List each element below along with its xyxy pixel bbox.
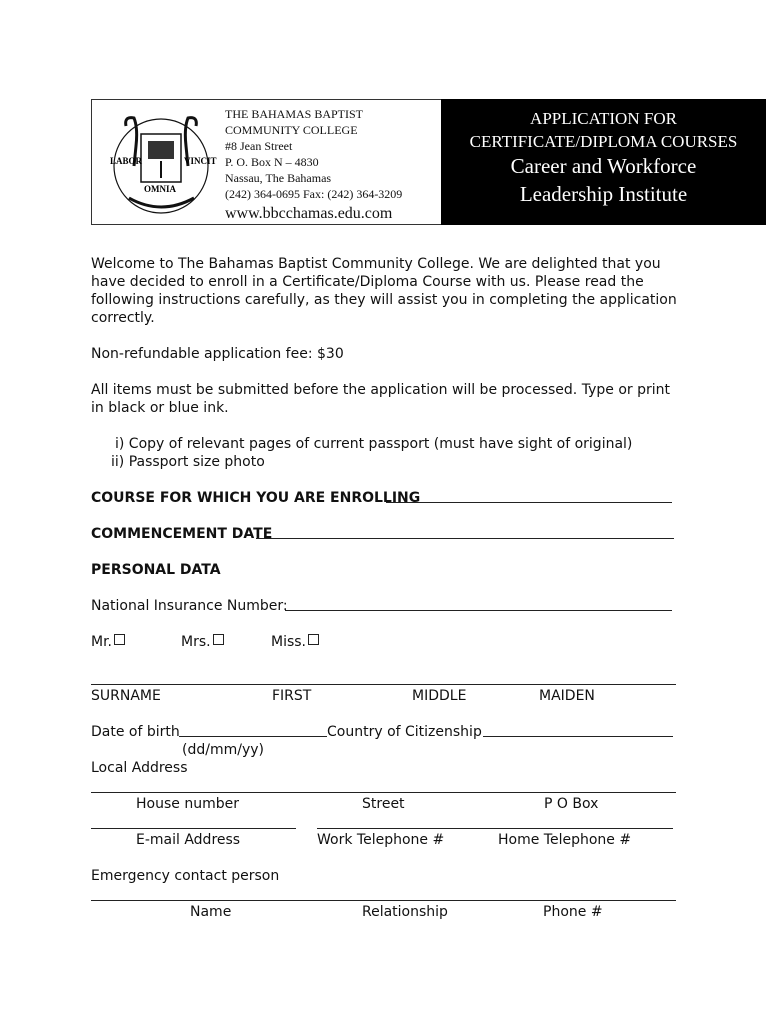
dob-field[interactable]: [179, 736, 327, 737]
nin-field[interactable]: [285, 610, 672, 611]
intro-line2: have decided to enroll in a Certificate/Diploma Course with us. Please read the: [91, 274, 644, 290]
surname-caption: SURNAME: [91, 688, 161, 704]
emergency-contact-label: Emergency contact person: [91, 868, 280, 884]
logo-motto-left: LABOR: [110, 156, 143, 166]
title-miss-option[interactable]: [271, 633, 319, 651]
commencement-label: COMMENCEMENT DATE: [91, 526, 273, 542]
title-miss-label: Miss.: [271, 634, 307, 650]
home-phone-caption: Home Telephone #: [498, 832, 632, 848]
mr-checkbox[interactable]: [114, 634, 125, 645]
local-address-field[interactable]: [91, 792, 676, 793]
logo-motto-middle: OMNIA: [144, 184, 176, 194]
title-line2: CERTIFICATE/DIPLOMA COURSES: [469, 132, 738, 151]
items-line1: All items must be submitted before the application will be processed. Type or print: [91, 382, 670, 398]
address-line2: P. O. Box N – 4830: [225, 155, 319, 169]
street-caption: Street: [362, 796, 405, 812]
application-fee: Non-refundable application fee: $30: [91, 346, 344, 362]
intro-line3: following instructions carefully, as they will assist you in completing the application: [91, 292, 677, 308]
course-field[interactable]: [386, 502, 672, 503]
ec-relationship-caption: Relationship: [362, 904, 448, 920]
full-name-field[interactable]: [91, 684, 676, 685]
intro-paragraph: [91, 255, 681, 327]
college-name-line1: THE BAHAMAS BAPTIST: [225, 107, 364, 121]
title-line3: Career and Workforce: [510, 154, 697, 178]
title-line4: Leadership Institute: [519, 182, 688, 206]
work-phone-caption: Work Telephone #: [317, 832, 445, 848]
course-label: COURSE FOR WHICH YOU ARE ENROLLING: [91, 490, 421, 506]
items-line2: in black or blue ink.: [91, 400, 229, 416]
local-address-label: Local Address: [91, 760, 188, 776]
title-mrs-label: Mrs.: [181, 634, 211, 650]
submission-instructions: [91, 381, 681, 417]
requirement-passport: i) Copy of relevant pages of current passport (must have sight of original): [115, 436, 633, 452]
house-number-caption: House number: [136, 796, 239, 812]
logo-motto-right: VINCIT: [184, 156, 217, 166]
phone-fax: (242) 364-0695 Fax: (242) 364-3209: [225, 187, 403, 201]
title-line1: APPLICATION FOR: [530, 109, 677, 128]
intro-line4: correctly.: [91, 310, 155, 326]
college-name-line2: COMMUNITY COLLEGE: [225, 123, 358, 137]
requirement-photo: ii) Passport size photo: [111, 454, 265, 470]
maiden-name-caption: MAIDEN: [539, 688, 595, 704]
emergency-contact-field[interactable]: [91, 900, 676, 901]
commencement-field[interactable]: [256, 538, 674, 539]
miss-checkbox[interactable]: [308, 634, 319, 645]
address-line1: #8 Jean Street: [225, 139, 293, 153]
intro-line1: Welcome to The Bahamas Baptist Community College. We are delighted that you: [91, 256, 661, 272]
ec-phone-caption: Phone #: [543, 904, 603, 920]
middle-name-caption: MIDDLE: [412, 688, 467, 704]
nin-label: National Insurance Number:: [91, 598, 288, 614]
mrs-checkbox[interactable]: [213, 634, 224, 645]
title-mr-label: Mr.: [91, 634, 112, 650]
po-box-caption: P O Box: [544, 796, 599, 812]
website-link[interactable]: www.bbcchamas.edu.com: [225, 205, 393, 222]
email-field[interactable]: [91, 828, 296, 829]
dob-label: Date of birth: [91, 724, 180, 740]
telephone-field[interactable]: [317, 828, 673, 829]
ec-name-caption: Name: [190, 904, 232, 920]
application-title-panel: [441, 99, 766, 225]
citizenship-label: Country of Citizenship: [327, 724, 482, 740]
personal-data-heading: PERSONAL DATA: [91, 562, 221, 578]
title-mrs-option[interactable]: [181, 633, 224, 651]
citizenship-field[interactable]: [483, 736, 673, 737]
title-mr-option[interactable]: [91, 633, 125, 651]
first-name-caption: FIRST: [272, 688, 312, 704]
email-caption: E-mail Address: [136, 832, 241, 848]
dob-format-hint: (dd/mm/yy): [182, 742, 264, 758]
college-crest-logo: [104, 106, 219, 218]
address-line3: Nassau, The Bahamas: [225, 171, 332, 185]
